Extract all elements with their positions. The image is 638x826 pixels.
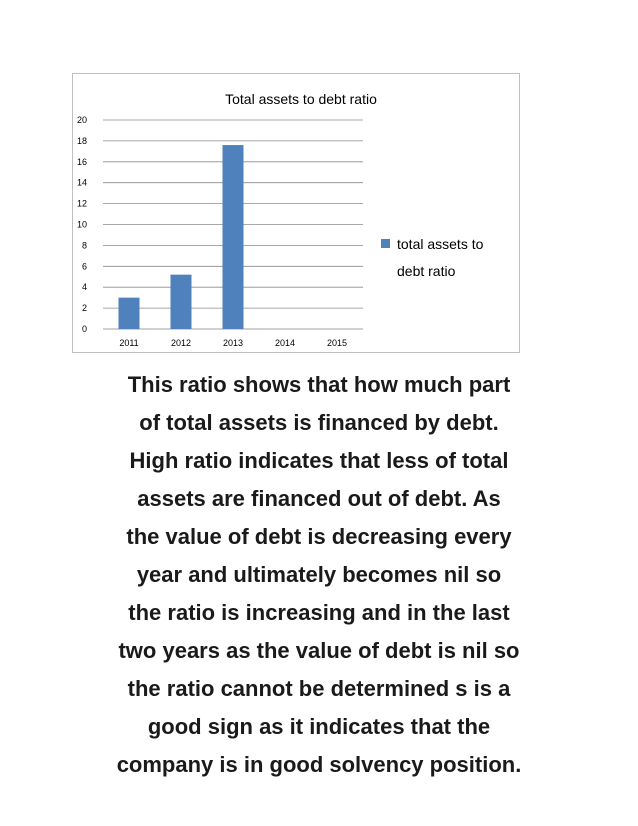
bar-2012	[171, 275, 192, 329]
y-tick-label: 6	[81, 261, 87, 272]
paragraph-line: company is in good solvency position.	[116, 752, 522, 777]
legend	[381, 236, 484, 279]
bar-2013	[223, 145, 244, 329]
y-tick-label: 8	[81, 240, 87, 251]
y-tick-label: 4	[81, 282, 87, 293]
paragraph-line: two years as the value of debt is nil so	[118, 638, 520, 663]
legend-label-line-1: total assets to	[397, 236, 484, 252]
y-tick-label: 2	[81, 303, 87, 314]
paragraph-line: the ratio cannot be determined s is a	[127, 676, 511, 701]
explanation-paragraph	[40, 366, 598, 784]
legend-label-line-2: debt ratio	[397, 263, 456, 279]
paragraph-line: This ratio shows that how much part	[127, 372, 511, 397]
paragraph-line: good sign as it indicates that the	[147, 714, 491, 739]
y-tick-label: 16	[76, 156, 87, 167]
y-tick-label: 0	[81, 324, 87, 334]
x-tick-label: 2014	[274, 338, 296, 348]
legend-swatch	[381, 239, 390, 248]
chart-title: Total assets to debt ratio	[225, 91, 377, 107]
x-tick-label: 2015	[326, 338, 348, 348]
bars	[119, 145, 244, 329]
bar-chart	[73, 74, 521, 354]
y-tick-label: 20	[76, 115, 87, 125]
x-tick-label: 2012	[170, 338, 192, 348]
paragraph-line: of total assets is financed by debt.	[139, 410, 499, 435]
x-axis-ticks	[119, 338, 347, 348]
paragraph-line: the ratio is increasing and in the last	[128, 600, 510, 625]
paragraph-line: year and ultimately becomes nil so	[136, 562, 502, 587]
x-tick-label: 2013	[222, 338, 244, 348]
paragraph-line: the value of debt is decreasing every	[126, 524, 512, 549]
chart-container	[72, 73, 520, 353]
paragraph-line: High ratio indicates that less of total	[129, 448, 509, 473]
y-tick-label: 14	[76, 177, 87, 188]
x-tick-label: 2011	[119, 338, 139, 348]
y-tick-label: 18	[76, 135, 87, 146]
paragraph-line: assets are financed out of debt. As	[137, 486, 501, 511]
y-tick-label: 10	[76, 219, 87, 230]
bar-2011	[119, 298, 140, 329]
y-tick-label: 12	[76, 198, 87, 209]
y-axis-ticks	[77, 115, 87, 334]
